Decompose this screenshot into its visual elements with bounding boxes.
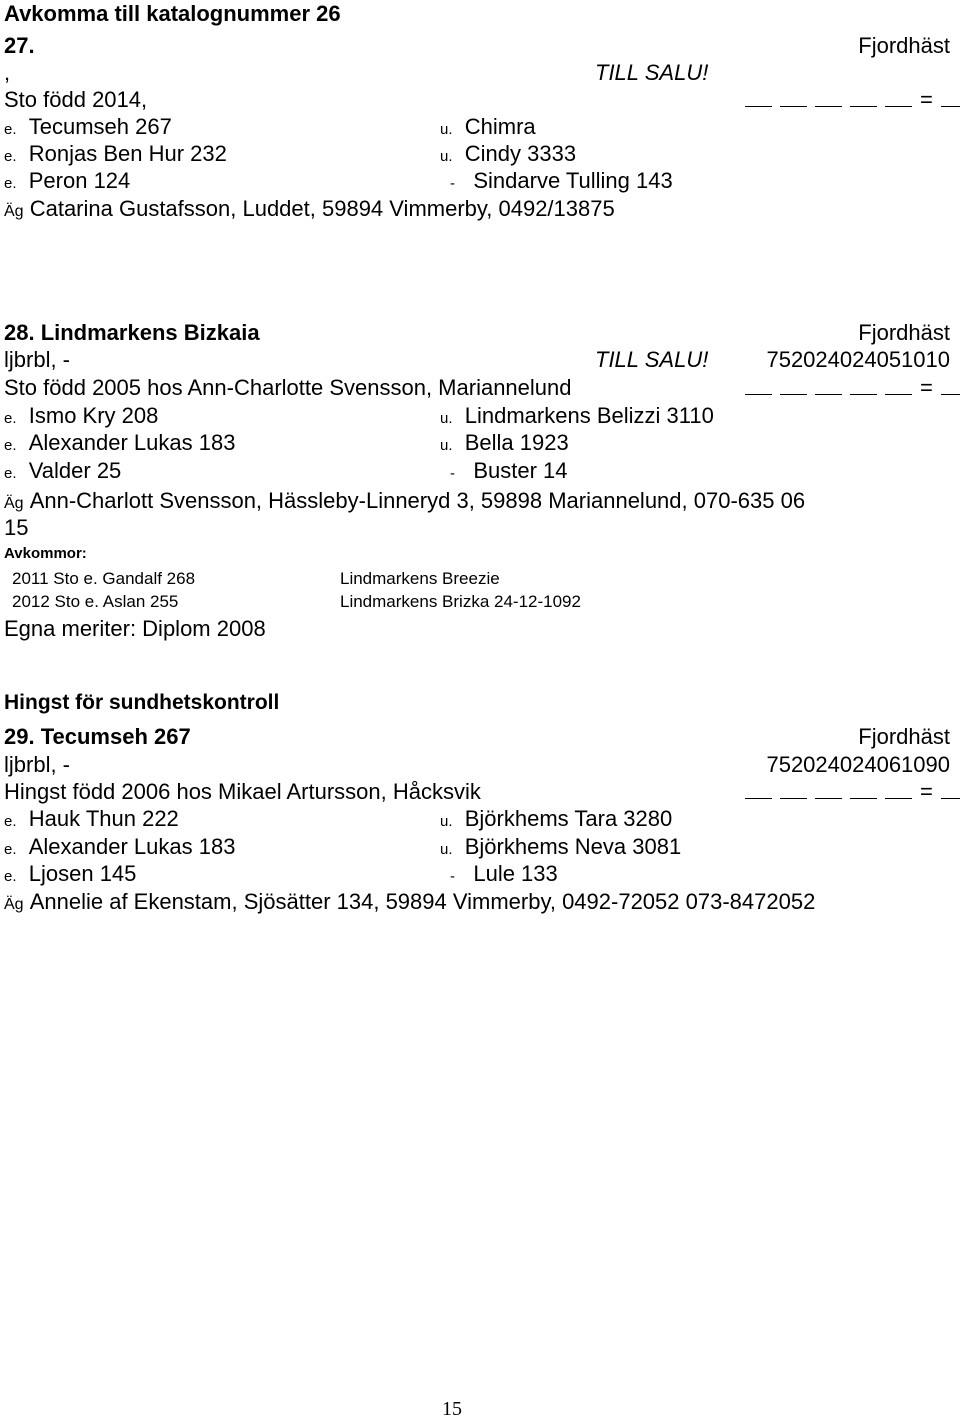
entry-27-sire: e. Tecumseh 267 — [4, 114, 172, 139]
entry-29-birth: Hingst född 2006 hos Mikael Artursson, Håcksvik — [4, 779, 481, 804]
entry-28-dam-dam-sire: - Buster 14 — [450, 458, 568, 483]
entry-28-color: ljbrbl, - — [4, 347, 71, 372]
entry-27-score-line: = — [745, 89, 960, 111]
entry-28-sire-sire: e. Alexander Lukas 183 — [4, 430, 236, 455]
entry-28-offspring-label: Avkommor: — [4, 545, 87, 562]
entry-29-sire-sire: e. Alexander Lukas 183 — [4, 834, 236, 859]
offspring-row-year: 2012 Sto e. Aslan 255 — [12, 592, 179, 611]
entry-29-number-name: 29. Tecumseh 267 — [4, 724, 191, 749]
entry-27-dam-dam: u. Cindy 3333 — [440, 141, 577, 166]
entry-27-owner: Äg Catarina Gustafsson, Luddet, 59894 Vimmerby, 0492/13875 — [4, 196, 615, 221]
entry-29-sire: e. Hauk Thun 222 — [4, 806, 179, 831]
entry-28-dam-dam: u. Bella 1923 — [440, 430, 569, 455]
entry-27-number: 27. — [4, 33, 35, 58]
entry-27-for-sale: TILL SALU! — [595, 60, 709, 85]
entry-28-for-sale: TILL SALU! — [595, 347, 709, 372]
offspring-row-name: Lindmarkens Breezie — [340, 569, 500, 588]
entry-28-number-name: 28. Lindmarkens Bizkaia — [4, 320, 260, 345]
entry-28-score-line: = — [745, 377, 960, 399]
section-title: Hingst för sundhetskontroll — [4, 691, 280, 714]
entry-27-sire-sire: e. Ronjas Ben Hur 232 — [4, 141, 227, 166]
entry-29-dam-dam: u. Björkhems Neva 3081 — [440, 834, 682, 859]
entry-29-dam-sire: e. Ljosen 145 — [4, 861, 137, 886]
entry-27-dam: u. Chimra — [440, 114, 536, 139]
entry-27-dam-dam-sire: - Sindarve Tulling 143 — [450, 168, 673, 193]
entry-28-birth: Sto född 2005 hos Ann-Charlotte Svensson, Mariannelund — [4, 375, 572, 400]
entry-29-dam: u. Björkhems Tara 3280 — [440, 806, 673, 831]
entry-28-dam: u. Lindmarkens Belizzi 3110 — [440, 403, 714, 428]
entry-28-owner: Äg Ann-Charlott Svensson, Hässleby-Linneryd 3, 59898 Mariannelund, 070-635 06 — [4, 488, 806, 513]
entry-27-birth: Sto född 2014, — [4, 87, 148, 112]
entry-29-owner: Äg Annelie af Ekenstam, Sjösätter 134, 59894 Vimmerby, 0492-72052 073-8472052 — [4, 889, 816, 914]
entry-27-breed: Fjordhäst — [858, 33, 950, 58]
entry-29-breed: Fjordhäst — [858, 724, 950, 749]
entry-28-reg-no: 752024024051010 — [766, 347, 950, 372]
entry-29-color: ljbrbl, - — [4, 752, 71, 777]
entry-28-merits: Egna meriter: Diplom 2008 — [4, 616, 266, 641]
entry-28-sire: e. Ismo Kry 208 — [4, 403, 159, 428]
page-heading: Avkomma till katalognummer 26 — [4, 1, 341, 26]
entry-29-reg-no: 752024024061090 — [766, 752, 950, 777]
offspring-row-year: 2011 Sto e. Gandalf 268 — [12, 569, 196, 588]
entry-28-dam-sire: e. Valder 25 — [4, 458, 122, 483]
offspring-row-name: Lindmarkens Brizka 24-12-1092 — [340, 592, 581, 611]
entry-27-color: , — [4, 60, 11, 85]
page-number: 15 — [442, 1398, 462, 1420]
entry-27-dam-sire: e. Peron 124 — [4, 168, 131, 193]
entry-29-score-line: = — [745, 781, 960, 803]
entry-28-breed: Fjordhäst — [858, 320, 950, 345]
entry-28-owner-cont: 15 — [4, 515, 29, 540]
entry-29-dam-dam-sire: - Lule 133 — [450, 861, 558, 886]
